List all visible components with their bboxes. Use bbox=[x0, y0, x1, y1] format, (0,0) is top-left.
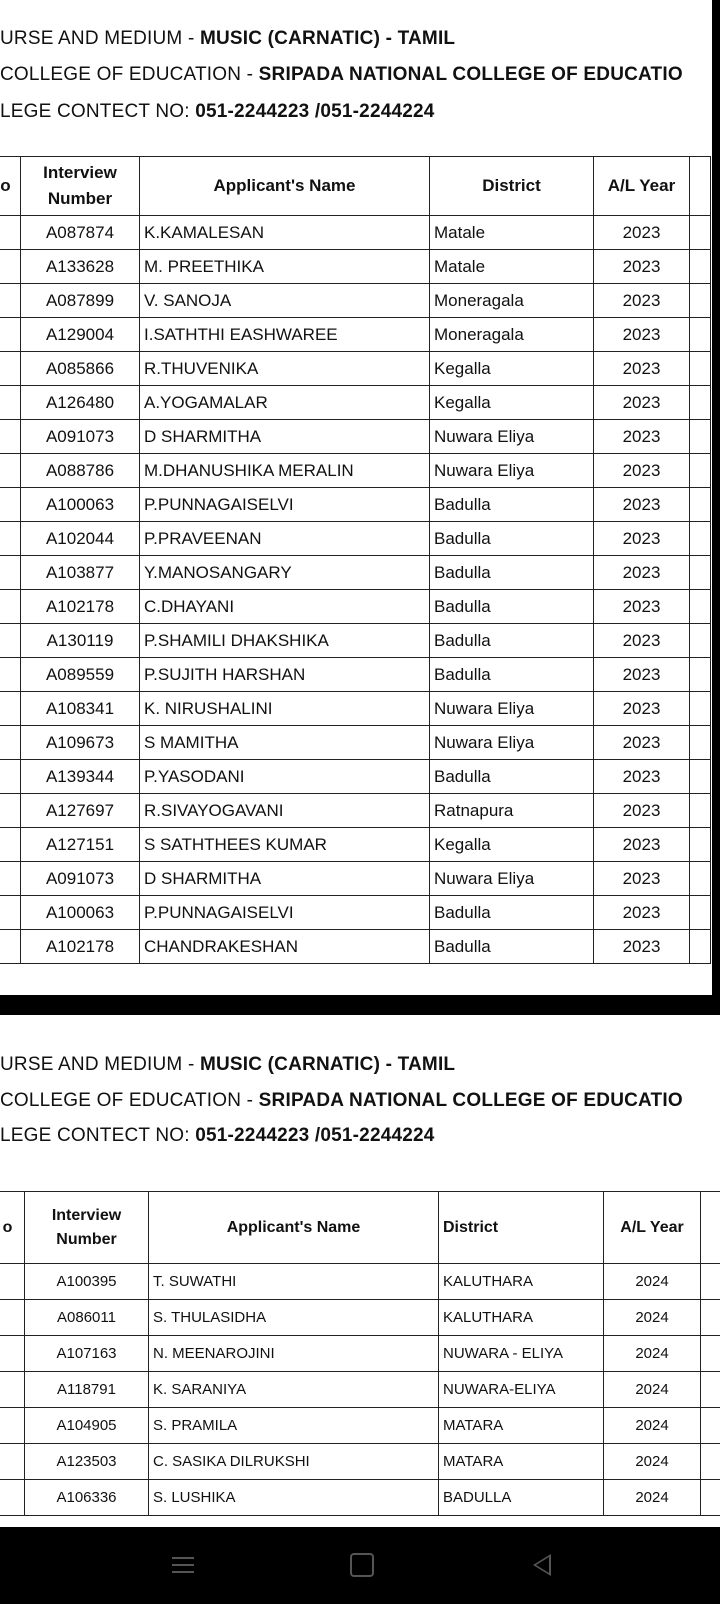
row-extra bbox=[690, 760, 711, 794]
district-cell: KALUTHARA bbox=[439, 1300, 604, 1336]
interview-number-cell: A088786 bbox=[21, 454, 140, 488]
row-extra bbox=[701, 1480, 720, 1516]
district-cell: KALUTHARA bbox=[439, 1264, 604, 1300]
table-row bbox=[0, 1264, 720, 1300]
applicant-name-cell: C.DHAYANI bbox=[140, 590, 430, 624]
district-cell: Badulla bbox=[430, 658, 594, 692]
district-cell: Matale bbox=[430, 216, 594, 250]
al-year-cell: 2023 bbox=[594, 896, 690, 930]
row-extra bbox=[690, 284, 711, 318]
district-cell: Moneragala bbox=[430, 284, 594, 318]
system-navigation-bar bbox=[0, 1527, 720, 1604]
applicant-name-cell: T. SUWATHI bbox=[149, 1264, 439, 1300]
district-cell: NUWARA-ELIYA bbox=[439, 1372, 604, 1408]
al-year-cell: 2023 bbox=[594, 726, 690, 760]
row-no bbox=[0, 828, 21, 862]
row-extra bbox=[690, 828, 711, 862]
recent-apps-button[interactable] bbox=[163, 1547, 203, 1583]
table-row bbox=[0, 828, 711, 862]
interview-number-cell: A102178 bbox=[21, 930, 140, 964]
row-extra bbox=[701, 1372, 720, 1408]
row-extra bbox=[701, 1300, 720, 1336]
district-cell: NUWARA - ELIYA bbox=[439, 1336, 604, 1372]
applicant-name-cell: Y.MANOSANGARY bbox=[140, 556, 430, 590]
table-row bbox=[0, 726, 711, 760]
header-applicant-name: Applicant's Name bbox=[140, 157, 430, 216]
row-extra bbox=[690, 930, 711, 964]
al-year-cell: 2023 bbox=[594, 284, 690, 318]
district-cell: Badulla bbox=[430, 556, 594, 590]
table-row bbox=[0, 692, 711, 726]
table-row bbox=[0, 488, 711, 522]
row-no bbox=[0, 692, 21, 726]
al-year-cell: 2024 bbox=[604, 1300, 701, 1336]
applicant-name-cell: S. PRAMILA bbox=[149, 1408, 439, 1444]
applicant-name-cell: CHANDRAKESHAN bbox=[140, 930, 430, 964]
al-year-cell: 2023 bbox=[594, 556, 690, 590]
applicant-name-cell: S SATHTHEES KUMAR bbox=[140, 828, 430, 862]
row-extra bbox=[690, 352, 711, 386]
table-row bbox=[0, 284, 711, 318]
table-row bbox=[0, 250, 711, 284]
table-header-row bbox=[0, 157, 711, 216]
applicant-name-cell: K.KAMALESAN bbox=[140, 216, 430, 250]
district-cell: BADULLA bbox=[439, 1480, 604, 1516]
al-year-cell: 2023 bbox=[594, 760, 690, 794]
interview-number-cell: A106336 bbox=[25, 1480, 149, 1516]
al-year-cell: 2023 bbox=[594, 488, 690, 522]
applicant-name-cell: I.SATHTHI EASHWAREE bbox=[140, 318, 430, 352]
applicant-name-cell: P.PUNNAGAISELVI bbox=[140, 488, 430, 522]
table-row bbox=[0, 896, 711, 930]
row-no bbox=[0, 590, 21, 624]
table-row bbox=[0, 1336, 720, 1372]
back-button[interactable] bbox=[522, 1547, 562, 1583]
al-year-cell: 2023 bbox=[594, 624, 690, 658]
header-district: District bbox=[430, 157, 594, 216]
row-no bbox=[0, 624, 21, 658]
header-no: o bbox=[0, 1192, 25, 1264]
row-extra bbox=[690, 794, 711, 828]
row-extra bbox=[690, 692, 711, 726]
district-cell: Badulla bbox=[430, 930, 594, 964]
row-no bbox=[0, 1408, 25, 1444]
contact-line-2: LEGE CONTECT NO: 051-2244223 /051-2244224 bbox=[0, 1125, 435, 1146]
table-row bbox=[0, 1444, 720, 1480]
row-extra bbox=[690, 726, 711, 760]
applicant-name-cell: M.DHANUSHIKA MERALIN bbox=[140, 454, 430, 488]
district-cell: Nuwara Eliya bbox=[430, 420, 594, 454]
row-extra bbox=[690, 896, 711, 930]
row-extra bbox=[701, 1336, 720, 1372]
district-cell: MATARA bbox=[439, 1408, 604, 1444]
row-no bbox=[0, 794, 21, 828]
district-cell: Kegalla bbox=[430, 386, 594, 420]
applicant-name-cell: P.YASODANI bbox=[140, 760, 430, 794]
row-no bbox=[0, 352, 21, 386]
college-line: COLLEGE OF EDUCATION - SRIPADA NATIONAL COLLEGE OF EDUCATIO bbox=[0, 64, 683, 85]
interview-number-cell: A091073 bbox=[21, 420, 140, 454]
al-year-cell: 2023 bbox=[594, 590, 690, 624]
district-cell: Badulla bbox=[430, 488, 594, 522]
table-row bbox=[0, 352, 711, 386]
table-row bbox=[0, 658, 711, 692]
district-cell: Badulla bbox=[430, 760, 594, 794]
district-cell: Badulla bbox=[430, 624, 594, 658]
row-no bbox=[0, 488, 21, 522]
table-row bbox=[0, 1300, 720, 1336]
home-square-icon bbox=[350, 1553, 374, 1577]
row-extra bbox=[701, 1408, 720, 1444]
district-cell: MATARA bbox=[439, 1444, 604, 1480]
al-year-cell: 2023 bbox=[594, 250, 690, 284]
interview-number-cell: A087874 bbox=[21, 216, 140, 250]
interview-number-cell: A085866 bbox=[21, 352, 140, 386]
row-no bbox=[0, 216, 21, 250]
interview-number-cell: A108341 bbox=[21, 692, 140, 726]
row-extra bbox=[690, 624, 711, 658]
interview-number-cell: A102178 bbox=[21, 590, 140, 624]
applicant-name-cell: P.SHAMILI DHAKSHIKA bbox=[140, 624, 430, 658]
district-cell: Moneragala bbox=[430, 318, 594, 352]
district-cell: Nuwara Eliya bbox=[430, 862, 594, 896]
row-no bbox=[0, 862, 21, 896]
row-no bbox=[0, 250, 21, 284]
applicant-table-2024 bbox=[0, 1191, 720, 1516]
interview-number-cell: A129004 bbox=[21, 318, 140, 352]
district-cell: Badulla bbox=[430, 896, 594, 930]
al-year-cell: 2024 bbox=[604, 1372, 701, 1408]
interview-number-cell: A103877 bbox=[21, 556, 140, 590]
row-extra bbox=[690, 386, 711, 420]
row-no bbox=[0, 1336, 25, 1372]
al-year-cell: 2024 bbox=[604, 1336, 701, 1372]
table-row bbox=[0, 862, 711, 896]
table-row bbox=[0, 760, 711, 794]
district-cell: Nuwara Eliya bbox=[430, 726, 594, 760]
al-year-cell: 2023 bbox=[594, 318, 690, 352]
row-extra bbox=[690, 318, 711, 352]
menu-lines-icon bbox=[172, 1552, 194, 1578]
al-year-cell: 2023 bbox=[594, 692, 690, 726]
applicant-name-cell: N. MEENAROJINI bbox=[149, 1336, 439, 1372]
table-row bbox=[0, 216, 711, 250]
table-row bbox=[0, 454, 711, 488]
applicant-name-cell: V. SANOJA bbox=[140, 284, 430, 318]
applicant-name-cell: K. SARANIYA bbox=[149, 1372, 439, 1408]
district-cell: Nuwara Eliya bbox=[430, 454, 594, 488]
al-year-cell: 2023 bbox=[594, 420, 690, 454]
interview-number-cell: A100063 bbox=[21, 896, 140, 930]
header-extra bbox=[701, 1192, 720, 1264]
row-no bbox=[0, 556, 21, 590]
al-year-cell: 2024 bbox=[604, 1480, 701, 1516]
applicant-name-cell: D SHARMITHA bbox=[140, 862, 430, 896]
header-interview-number: Interview Number bbox=[21, 157, 140, 216]
applicant-name-cell: P.PUNNAGAISELVI bbox=[140, 896, 430, 930]
back-triangle-icon bbox=[533, 1554, 551, 1576]
course-medium-line-2: URSE AND MEDIUM - MUSIC (CARNATIC) - TAMIL bbox=[0, 1054, 456, 1075]
row-extra bbox=[690, 250, 711, 284]
header-district: District bbox=[439, 1192, 604, 1264]
row-no bbox=[0, 760, 21, 794]
row-no bbox=[0, 386, 21, 420]
interview-number-cell: A091073 bbox=[21, 862, 140, 896]
district-cell: Nuwara Eliya bbox=[430, 692, 594, 726]
applicant-name-cell: R.SIVAYOGAVANI bbox=[140, 794, 430, 828]
applicant-name-cell: C. SASIKA DILRUKSHI bbox=[149, 1444, 439, 1480]
al-year-cell: 2024 bbox=[604, 1408, 701, 1444]
interview-number-cell: A126480 bbox=[21, 386, 140, 420]
header-al-year: A/L Year bbox=[594, 157, 690, 216]
al-year-cell: 2023 bbox=[594, 930, 690, 964]
interview-number-cell: A109673 bbox=[21, 726, 140, 760]
al-year-cell: 2024 bbox=[604, 1444, 701, 1480]
interview-number-cell: A089559 bbox=[21, 658, 140, 692]
table-row bbox=[0, 386, 711, 420]
interview-number-cell: A086011 bbox=[25, 1300, 149, 1336]
header-no: o bbox=[0, 157, 21, 216]
al-year-cell: 2023 bbox=[594, 862, 690, 896]
row-no bbox=[0, 284, 21, 318]
interview-number-cell: A100063 bbox=[21, 488, 140, 522]
applicant-name-cell: S MAMITHA bbox=[140, 726, 430, 760]
row-no bbox=[0, 522, 21, 556]
header-extra bbox=[690, 157, 711, 216]
district-cell: Matale bbox=[430, 250, 594, 284]
row-no bbox=[0, 1264, 25, 1300]
applicant-name-cell: K. NIRUSHALINI bbox=[140, 692, 430, 726]
row-no bbox=[0, 454, 21, 488]
al-year-cell: 2023 bbox=[594, 352, 690, 386]
row-extra bbox=[701, 1264, 720, 1300]
applicant-name-cell: R.THUVENIKA bbox=[140, 352, 430, 386]
district-cell: Kegalla bbox=[430, 828, 594, 862]
table-row bbox=[0, 318, 711, 352]
interview-number-cell: A133628 bbox=[21, 250, 140, 284]
row-extra bbox=[690, 522, 711, 556]
applicant-name-cell: S. LUSHIKA bbox=[149, 1480, 439, 1516]
al-year-cell: 2023 bbox=[594, 794, 690, 828]
row-extra bbox=[690, 862, 711, 896]
district-cell: Badulla bbox=[430, 522, 594, 556]
college-line-2: COLLEGE OF EDUCATION - SRIPADA NATIONAL COLLEGE OF EDUCATIO bbox=[0, 1090, 683, 1111]
table-row bbox=[0, 522, 711, 556]
row-no bbox=[0, 1480, 25, 1516]
al-year-cell: 2023 bbox=[594, 216, 690, 250]
row-no bbox=[0, 318, 21, 352]
row-no bbox=[0, 1372, 25, 1408]
table-row bbox=[0, 556, 711, 590]
interview-number-cell: A127697 bbox=[21, 794, 140, 828]
row-no bbox=[0, 896, 21, 930]
interview-number-cell: A118791 bbox=[25, 1372, 149, 1408]
interview-number-cell: A102044 bbox=[21, 522, 140, 556]
al-year-cell: 2023 bbox=[594, 454, 690, 488]
applicant-name-cell: P.SUJITH HARSHAN bbox=[140, 658, 430, 692]
row-extra bbox=[690, 658, 711, 692]
table-row bbox=[0, 590, 711, 624]
applicant-table-2023 bbox=[0, 156, 711, 964]
applicant-name-cell: D SHARMITHA bbox=[140, 420, 430, 454]
header-interview-number: Interview Number bbox=[25, 1192, 149, 1264]
contact-line: LEGE CONTECT NO: 051-2244223 /051-2244224 bbox=[0, 101, 435, 122]
header-al-year: A/L Year bbox=[604, 1192, 701, 1264]
al-year-cell: 2023 bbox=[594, 522, 690, 556]
interview-number-cell: A123503 bbox=[25, 1444, 149, 1480]
applicant-name-cell: S. THULASIDHA bbox=[149, 1300, 439, 1336]
header-applicant-name: Applicant's Name bbox=[149, 1192, 439, 1264]
al-year-cell: 2023 bbox=[594, 828, 690, 862]
row-no bbox=[0, 930, 21, 964]
row-extra bbox=[690, 556, 711, 590]
row-extra bbox=[690, 216, 711, 250]
interview-number-cell: A139344 bbox=[21, 760, 140, 794]
table-row bbox=[0, 794, 711, 828]
interview-number-cell: A130119 bbox=[21, 624, 140, 658]
row-extra bbox=[690, 454, 711, 488]
district-cell: Kegalla bbox=[430, 352, 594, 386]
al-year-cell: 2023 bbox=[594, 658, 690, 692]
row-no bbox=[0, 1300, 25, 1336]
course-medium-line: URSE AND MEDIUM - MUSIC (CARNATIC) - TAMIL bbox=[0, 28, 456, 49]
interview-number-cell: A127151 bbox=[21, 828, 140, 862]
applicant-name-cell: M. PREETHIKA bbox=[140, 250, 430, 284]
table-row bbox=[0, 1480, 720, 1516]
table-row bbox=[0, 420, 711, 454]
row-extra bbox=[690, 420, 711, 454]
table-row bbox=[0, 624, 711, 658]
table-row bbox=[0, 1408, 720, 1444]
table-row bbox=[0, 1372, 720, 1408]
row-no bbox=[0, 658, 21, 692]
al-year-cell: 2023 bbox=[594, 386, 690, 420]
interview-number-cell: A104905 bbox=[25, 1408, 149, 1444]
applicant-name-cell: A.YOGAMALAR bbox=[140, 386, 430, 420]
row-extra bbox=[690, 590, 711, 624]
row-extra bbox=[690, 488, 711, 522]
al-year-cell: 2024 bbox=[604, 1264, 701, 1300]
interview-number-cell: A100395 bbox=[25, 1264, 149, 1300]
row-no bbox=[0, 1444, 25, 1480]
interview-number-cell: A107163 bbox=[25, 1336, 149, 1372]
interview-number-cell: A087899 bbox=[21, 284, 140, 318]
home-button[interactable] bbox=[342, 1547, 382, 1583]
applicant-name-cell: P.PRAVEENAN bbox=[140, 522, 430, 556]
row-extra bbox=[701, 1444, 720, 1480]
district-cell: Ratnapura bbox=[430, 794, 594, 828]
row-no bbox=[0, 420, 21, 454]
district-cell: Badulla bbox=[430, 590, 594, 624]
row-no bbox=[0, 726, 21, 760]
table-header-row bbox=[0, 1192, 720, 1264]
table-row bbox=[0, 930, 711, 964]
